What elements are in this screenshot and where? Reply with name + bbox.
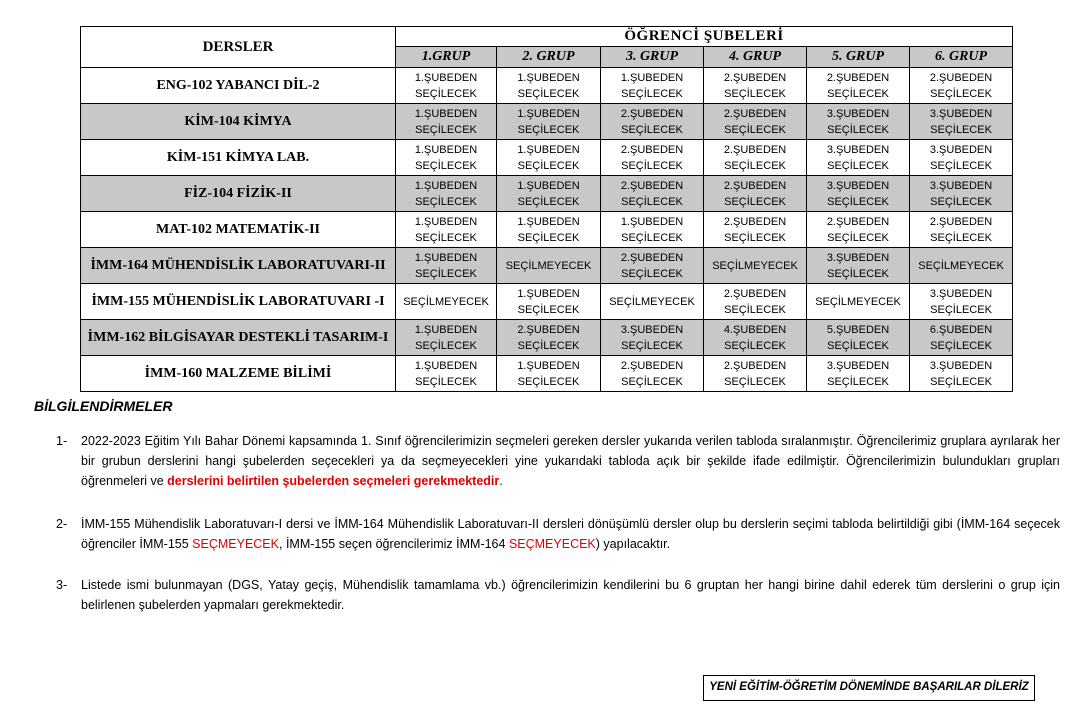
section-cell-line: 2.ŞUBEDEN [723,71,787,84]
section-cell-line: 5.ŞUBEDEN [826,323,890,336]
section-cell-line: 1.ŞUBEDEN [517,143,580,156]
section-cell-line: SEÇİLECEK [724,159,786,172]
group-header: 5. GRUP [807,47,910,68]
section-cell [601,320,704,356]
course-name: FİZ-104 FİZİK-II [81,176,396,212]
section-cell-line: SEÇİLECEK [517,159,580,172]
section-cell-line: SEÇİLECEK [621,87,683,100]
section-cell-line: SEÇİLECEK [827,375,889,388]
table-row [81,68,1013,104]
section-cell-line: SEÇİLECEK [724,339,786,352]
section-cell-line: 1.ŞUBEDEN [414,179,478,192]
section-cell [497,284,601,320]
section-cell-line: SEÇİLECEK [724,375,786,388]
section-cell-line: 2.ŞUBEDEN [826,71,890,84]
section-cell-line: 2.ŞUBEDEN [723,359,787,372]
section-cell [910,248,1013,284]
section-cell-line: SEÇİLECEK [930,375,992,388]
section-cell-line: 6.ŞUBEDEN [929,323,993,336]
section-cell-line: SEÇİLECEK [930,195,992,208]
section-cell-line: SEÇİLECEK [621,339,683,352]
section-cell [497,140,601,176]
section-cell [910,104,1013,140]
course-name: İMM-164 MÜHENDİSLİK LABORATUVARI-II [81,248,396,284]
section-cell-line: SEÇİLECEK [827,267,889,280]
section-cell-line: SEÇİLMEYECEK [712,259,798,272]
note-text [81,514,1060,554]
section-cell-line: SEÇİLECEK [621,159,683,172]
section-cell-line: SEÇİLECEK [415,267,477,280]
note-highlight: derslerini belirtilen şubelerden seçmeleri gerekmektedir [167,474,500,488]
section-cell-line: 2.ŞUBEDEN [620,143,684,156]
section-cell-line: SEÇİLECEK [827,159,889,172]
course-name: MAT-102 MATEMATİK-II [81,212,396,248]
section-cell-line: SEÇİLECEK [827,87,889,100]
section-cell-line: 3.ŞUBEDEN [826,179,890,192]
section-cell [497,248,601,284]
table-row [81,212,1013,248]
section-cell [601,284,704,320]
section-cell [807,140,910,176]
section-cell-line: 1.ŞUBEDEN [414,143,478,156]
course-name: KİM-151 KİMYA LAB. [81,140,396,176]
section-cell-line: 2.ŞUBEDEN [723,107,787,120]
section-cell-line: 1.ŞUBEDEN [414,359,478,372]
section-cell [704,68,807,104]
section-cell-line: SEÇİLECEK [415,375,477,388]
section-cell-line: SEÇİLECEK [517,123,580,136]
section-cell-line: SEÇİLECEK [930,303,992,316]
section-cell [910,68,1013,104]
section-cell [807,248,910,284]
section-cell-line: SEÇİLECEK [517,195,580,208]
courses-header: DERSLER [81,27,396,68]
note-text-part: ) yapılacaktır. [595,537,671,551]
section-cell-line: 1.ŞUBEDEN [517,215,580,228]
section-cell [396,248,497,284]
course-name: KİM-104 KİMYA [81,104,396,140]
section-cell-line: 1.ŞUBEDEN [517,107,580,120]
section-cell-line: 3.ŞUBEDEN [826,143,890,156]
section-table [80,26,1013,392]
section-cell [396,68,497,104]
section-cell-line: 3.ŞUBEDEN [929,359,993,372]
section-cell-line: 3.ŞUBEDEN [826,251,890,264]
section-cell-line: SEÇİLECEK [827,195,889,208]
section-cell-line: SEÇİLECEK [621,195,683,208]
note-text-part: . [499,474,503,488]
section-cell-line: SEÇİLECEK [621,267,683,280]
section-cell-line: SEÇİLECEK [724,195,786,208]
section-cell-line: SEÇİLECEK [415,123,477,136]
section-cell-line: 2.ŞUBEDEN [517,323,580,336]
note-text: Listede ismi bulunmayan (DGS, Yatay geçiş, Mühendislik tamamlama vb.) öğrencilerimizin kendilerini bu 6 gruptan her hangi birine dahil ederek tüm derslerini o grup için belirlenen şubelerden yapmaları gerekmektedir. [81,578,1060,612]
note-text-part: 2022-2023 Eğitim Yılı Bahar Dönemi kapsamında 1. Sınıf öğrencilerimizin seçmeleri gereken dersler yukarıda verilen tabloda sıralanmıştır. Öğrencilerimiz gruplara ayrılarak her bir grubun derslerini hangi şubelerden seçecekleri ya da seçmeyecekleri yine yukarıdaki tabloda açık bir şekilde ifade edilmiştir. Öğrencilerimizin bulundukları grupları öğrenmeleri ve [81,434,1060,488]
section-cell-line: 2.ŞUBEDEN [723,143,787,156]
section-cell [396,176,497,212]
section-cell-line: 1.ŞUBEDEN [414,215,478,228]
section-cell [497,356,601,392]
group-header: 2. GRUP [497,47,601,68]
section-cell-line: 2.ŞUBEDEN [620,359,684,372]
section-cell [396,284,497,320]
section-cell [910,212,1013,248]
section-cell-line: 2.ŞUBEDEN [929,71,993,84]
section-cell [601,68,704,104]
section-cell-line: SEÇİLECEK [415,339,477,352]
section-cell-line: SEÇİLECEK [517,375,580,388]
section-cell-line: SEÇİLMEYECEK [815,295,901,308]
section-cell-line: 2.ŞUBEDEN [620,179,684,192]
section-cell-line: 1.ŞUBEDEN [414,107,478,120]
section-cell-line: 1.ŞUBEDEN [517,287,580,300]
section-cell-line: 2.ŞUBEDEN [620,251,684,264]
note-highlight: SEÇMEYECEK [192,537,279,551]
table-row [81,284,1013,320]
section-cell-line: SEÇİLECEK [517,87,580,100]
section-cell [497,320,601,356]
section-cell [497,212,601,248]
section-cell-line: SEÇİLECEK [930,87,992,100]
table-row [81,140,1013,176]
note-text-part: , İMM-155 seçen öğrencilerimiz İMM-164 [279,537,509,551]
course-name: İMM-155 MÜHENDİSLİK LABORATUVARI -I [81,284,396,320]
section-cell-line: SEÇİLECEK [827,231,889,244]
section-cell [910,176,1013,212]
note-highlight: SEÇMEYECEK [508,537,596,551]
section-cell [601,104,704,140]
section-cell-line: SEÇİLECEK [415,159,477,172]
note-1 [56,431,1060,491]
section-cell [396,140,497,176]
section-cell [601,248,704,284]
note-3 [56,575,1060,615]
table-row [81,248,1013,284]
section-cell [396,104,497,140]
section-cell [910,320,1013,356]
section-cell [807,212,910,248]
section-cell [704,356,807,392]
section-cell-line: SEÇİLECEK [517,231,580,244]
course-name: İMM-160 MALZEME BİLİMİ [81,356,396,392]
section-cell-line: SEÇİLECEK [827,123,889,136]
section-cell [601,212,704,248]
section-cell [807,284,910,320]
section-cell-line: SEÇİLMEYECEK [918,259,1004,272]
section-cell [497,176,601,212]
section-cell-line: 3.ŞUBEDEN [929,179,993,192]
section-cell [704,104,807,140]
section-cell-line: 2.ŞUBEDEN [723,215,787,228]
section-cell-line: 1.ŞUBEDEN [517,179,580,192]
section-cell [396,320,497,356]
group-header: 6. GRUP [910,47,1013,68]
section-cell-line: 2.ŞUBEDEN [826,215,890,228]
section-cell-line: SEÇİLECEK [724,87,786,100]
note-text-part: İMM-155 Mühendislik Laboratuvarı-I dersi ve İMM-164 Mühendislik Laboratuvarı-II dersleri dönüşümlü dersler olup bu derslerin seçimi tabloda belirtildiği gibi (İMM-164 seçecek öğrenciler İMM-155 [81,517,1060,551]
section-cell-line: 2.ŞUBEDEN [723,179,787,192]
section-cell-line: SEÇİLECEK [930,231,992,244]
info-title: BİLGİLENDİRMELER [34,398,173,414]
section-cell [497,104,601,140]
section-cell-line: 1.ŞUBEDEN [414,251,478,264]
section-cell-line: 3.ŞUBEDEN [929,287,993,300]
section-cell-line: 1.ŞUBEDEN [620,215,684,228]
note-number: 1- [56,434,68,448]
section-cell-line: SEÇİLECEK [724,303,786,316]
section-cell-line: 3.ŞUBEDEN [929,107,993,120]
section-cell [704,284,807,320]
section-cell-line: SEÇİLECEK [621,123,683,136]
section-cell-line: 1.ŞUBEDEN [620,71,684,84]
section-cell-line: SEÇİLECEK [621,375,683,388]
group-header: 1.GRUP [396,47,497,68]
section-cell-line: 1.ŞUBEDEN [414,323,478,336]
section-cell-line: 3.ŞUBEDEN [620,323,684,336]
section-cell-line: SEÇİLECEK [621,231,683,244]
sections-header: ÖĞRENCİ ŞUBELERİ [396,27,1013,47]
section-cell-line: 2.ŞUBEDEN [723,287,787,300]
section-cell [910,140,1013,176]
section-cell-line: SEÇİLECEK [724,123,786,136]
table-row [81,356,1013,392]
section-cell-line: 4.ŞUBEDEN [723,323,787,336]
section-cell-line: 1.ŞUBEDEN [517,359,580,372]
section-cell-line: SEÇİLECEK [827,339,889,352]
section-cell-line: SEÇİLMEYECEK [403,295,489,308]
section-cell-line: SEÇİLECEK [930,123,992,136]
section-cell [704,176,807,212]
note-2 [56,514,1060,554]
section-cell [807,104,910,140]
section-cell-line: SEÇİLMEYECEK [609,295,695,308]
section-cell [807,68,910,104]
group-header: 4. GRUP [704,47,807,68]
section-cell-line: 3.ŞUBEDEN [826,107,890,120]
section-cell [807,320,910,356]
course-name: İMM-162 BİLGİSAYAR DESTEKLİ TASARIM-I [81,320,396,356]
section-cell [601,356,704,392]
note-number: 3- [56,578,68,592]
section-cell [704,140,807,176]
section-cell [601,176,704,212]
section-cell-line: SEÇİLECEK [415,87,477,100]
section-cell [497,68,601,104]
section-cell-line: SEÇİLECEK [415,195,477,208]
section-cell-line: SEÇİLECEK [724,231,786,244]
section-cell-line: SEÇİLECEK [415,231,477,244]
section-cell [807,356,910,392]
section-cell-line: 3.ŞUBEDEN [826,359,890,372]
section-cell [704,212,807,248]
section-cell [601,140,704,176]
note-text [81,431,1060,491]
table-row [81,320,1013,356]
section-cell-line: SEÇİLECEK [517,339,580,352]
table-row [81,104,1013,140]
section-cell-line: SEÇİLMEYECEK [505,259,592,272]
section-cell-line: SEÇİLECEK [930,159,992,172]
section-cell [910,284,1013,320]
section-cell-line: 1.ŞUBEDEN [414,71,478,84]
section-cell [704,248,807,284]
section-cell [396,212,497,248]
note-number: 2- [56,517,68,531]
section-cell-line: SEÇİLECEK [930,339,992,352]
footer-banner: YENİ EĞİTİM-ÖĞRETİM DÖNEMİNDE BAŞARILAR DİLERİZ [703,675,1035,701]
section-cell-line: 3.ŞUBEDEN [929,143,993,156]
section-cell-line: 2.ŞUBEDEN [620,107,684,120]
section-cell-line: SEÇİLECEK [517,303,580,316]
course-name: ENG-102 YABANCI DİL-2 [81,68,396,104]
section-cell [910,356,1013,392]
group-header: 3. GRUP [601,47,704,68]
section-cell-line: 1.ŞUBEDEN [517,71,580,84]
section-cell [704,320,807,356]
section-cell [807,176,910,212]
section-cell-line: 2.ŞUBEDEN [929,215,993,228]
section-cell [396,356,497,392]
table-row [81,176,1013,212]
